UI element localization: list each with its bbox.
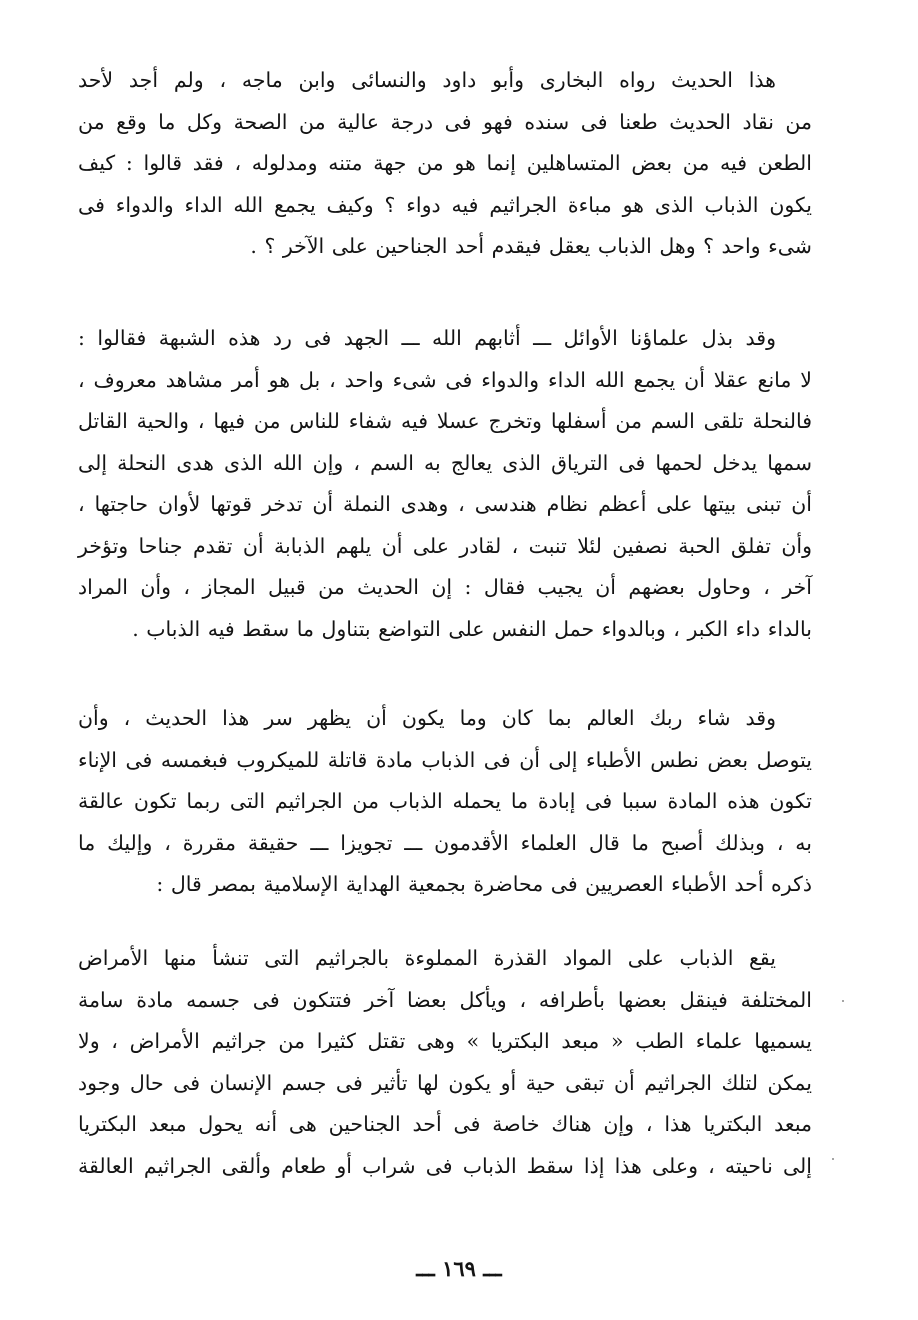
text-line: مبعد البكتريا هذا ، وإن هناك خاصة فى أحد الجناحين هى أنه يحول مبعد البكتريا — [78, 1112, 812, 1136]
paragraph-hadith-criticism — [78, 60, 812, 268]
text-line: المختلفة فينقل بعضها بأطرافه ، ويأكل بعضا آخر فتتكون فى جسمه مادة سامة — [78, 987, 812, 1012]
scan-speck — [832, 1158, 834, 1160]
text-line: فالنحلة تلقى السم من أسفلها وتخرج عسلا فيه شفاء للناس من فيها ، والحية القاتل — [78, 409, 812, 433]
text-line: يسميها علماء الطب « مبعد البكتريا » وهى تقتل كثيرا من جراثيم الأمراض ، ولا — [78, 1029, 812, 1053]
text-line: لا مانع عقلا أن يجمع الله الداء والدواء فى شىء واحد ، بل هو أمر مشاهد معروف ، — [78, 367, 812, 392]
paragraph-modern-discovery — [78, 698, 812, 906]
text-line: وقد بذل علماؤنا الأوائل ـــ أثابهم الله ـــ الجهد فى رد هذه الشبهة فقالوا : — [78, 326, 776, 350]
text-line: يمكن لتلك الجراثيم أن تبقى حية أو يكون لها تأثير فى جسم الإنسان فى حال وجود — [78, 1070, 812, 1095]
text-line: وأن تفلق الحبة نصفين لئلا تنبت ، لقادر على أن يلهم الذبابة أن تقدم جناحا وتؤخر — [78, 533, 812, 558]
text-line: وقد شاء ربك العالم بما كان وما يكون أن يظهر سر هذا الحديث ، وأن — [78, 706, 776, 730]
text-line: الطعن فيه من بعض المتساهلين إنما هو من جهة متنه ومدلوله ، فقد قالوا : كيف — [78, 151, 812, 175]
text-line: من نقاد الحديث طعنا فى سنده فهو فى درجة عالية من الصحة وكل ما وقع من — [78, 109, 812, 134]
paragraph-lecture-quote — [78, 938, 812, 1187]
text-line: يتوصل بعض نطس الأطباء إلى أن فى الذباب مادة قاتلة للميكروب فبغمسه فى الإناء — [78, 747, 812, 772]
text-line: يكون الذباب الذى هو مباءة الجراثيم فيه دواء ؟ وكيف يجمع الله الداء والدواء فى — [78, 192, 812, 217]
text-line: ذكره أحد الأطباء العصريين فى محاضرة بجمعية الهداية الإسلامية بمصر قال : — [156, 872, 812, 896]
text-line: سمها يدخل لحمها فى الترياق الذى يعالج به السم ، وإن الله الذى هدى النحلة إلى — [78, 450, 812, 475]
text-line: به ، وبذلك أصبح ما قال العلماء الأقدمون ـــ تجويزا ـــ حقيقة مقررة ، وإليك ما — [78, 830, 812, 855]
page-number: ـــ ١٦٩ ـــ — [416, 1256, 502, 1281]
scan-speck — [842, 1000, 844, 1002]
text-line: أن تبنى بيتها على أعظم نظام هندسى ، وهدى النملة أن تدخر قوتها لأوان حاجتها ، — [78, 492, 812, 516]
text-line: شىء واحد ؟ وهل الذباب يعقل فيقدم أحد الجناحين على الآخر ؟ . — [250, 234, 812, 258]
text-line: إلى ناحيته ، وعلى هذا إذا سقط الذباب فى شراب أو طعام وألقى الجراثيم العالقة — [78, 1153, 812, 1178]
text-line: آخر ، وحاول بعضهم أن يجيب فقال : إن الحديث من قبيل المجاز ، وأن المراد — [78, 575, 812, 599]
text-line: هذا الحديث رواه البخارى وأبو داود والنسائى وابن ماجه ، ولم أجد لأحد — [78, 68, 776, 92]
text-line: بالداء داء الكبر ، وبالدواء حمل النفس على التواضع بتناول ما سقط فيه الذباب . — [132, 616, 812, 641]
text-line: يقع الذباب على المواد القذرة المملوءة بالجراثيم التى تنشأ منها الأمراض — [78, 946, 776, 970]
paragraph-scholars-response — [78, 318, 812, 650]
text-line: تكون هذه المادة سببا فى إبادة ما يحمله الذباب من الجراثيم التى ربما تكون عالقة — [78, 789, 812, 813]
